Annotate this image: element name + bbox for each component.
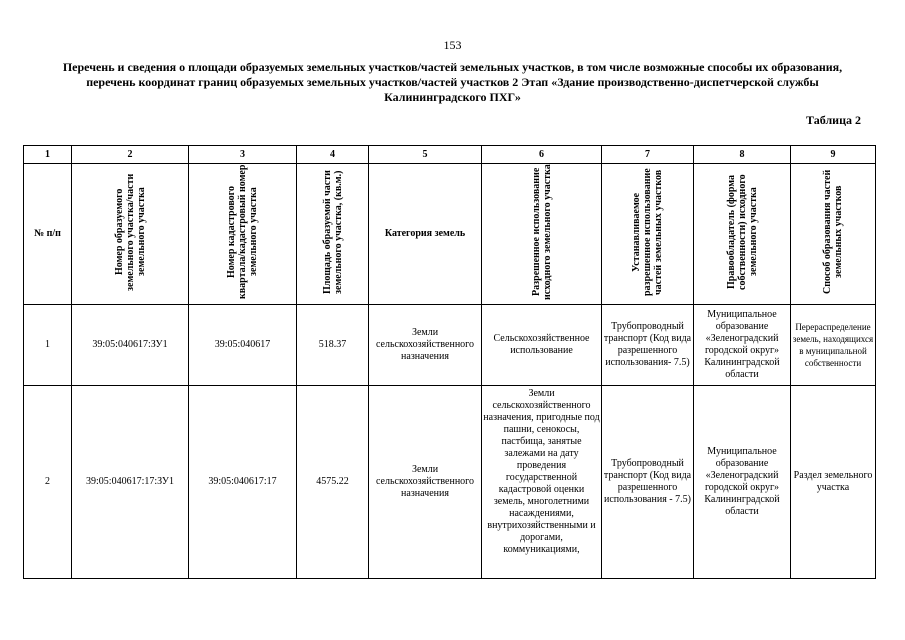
land-category: Земли сельскохозяйственного назначения bbox=[369, 305, 482, 386]
column-number: 4 bbox=[297, 146, 369, 164]
area-value: 4575.22 bbox=[297, 386, 369, 579]
parcel-number: 39:05:040617:17:ЗУ1 bbox=[72, 386, 189, 579]
column-number: 5 bbox=[369, 146, 482, 164]
header-area: Площадь образуемой части земельного участка, (кв.м.) bbox=[321, 170, 344, 294]
header-permitted-use: Разрешенное использование исходного земельного участка bbox=[530, 164, 553, 300]
header-land-category: Категория земель bbox=[369, 164, 482, 305]
land-category: Земли сельскохозяйственного назначения bbox=[369, 386, 482, 579]
parcels-table bbox=[23, 145, 876, 579]
header-cell bbox=[791, 164, 876, 305]
table-row bbox=[24, 305, 876, 386]
column-number-row bbox=[24, 146, 876, 164]
header-cell bbox=[72, 164, 189, 305]
row-number: 2 bbox=[24, 386, 72, 579]
column-number: 2 bbox=[72, 146, 189, 164]
column-number: 9 bbox=[791, 146, 876, 164]
header-formation-method: Способ образования частей земельных участков bbox=[822, 169, 844, 295]
formation-method: Раздел земельного участка bbox=[791, 386, 876, 579]
header-row bbox=[24, 164, 876, 305]
page-number: 153 bbox=[443, 38, 462, 52]
formation-method: Перераспределение земель, находящихся в муниципальной собственности bbox=[791, 305, 876, 386]
cadastral-number: 39:05:040617 bbox=[189, 305, 297, 386]
header-parcel-number: Номер образуемого земельного участка/части земельного участка bbox=[113, 173, 147, 291]
established-use: Трубопроводный транспорт (Код вида разрешенного использования- 7.5) bbox=[602, 305, 694, 386]
column-number: 1 bbox=[24, 146, 72, 164]
header-cell bbox=[189, 164, 297, 305]
permitted-use: Земли сельскохозяйственного назначения, пригодные под пашни, сенокосы, пастбища, занятые залежами на дату проведения государственной кадастровой оценки земель, многолетними насаждениями, внутрихозяйственными и дорогами, коммуникациями, bbox=[482, 386, 602, 579]
header-row-number: № п/п bbox=[24, 164, 72, 305]
column-number: 6 bbox=[482, 146, 602, 164]
document-title: Перечень и сведения о площади образуемых земельных участков/частей земельных участков, в том числе возможные способы их образования, перечень координат границ образуемых земельных участков/частей участков 2 Этап «Здание производственно-диспетчерской службы Калининградского ПХГ» bbox=[62, 60, 843, 104]
column-number: 3 bbox=[189, 146, 297, 164]
area-value: 518.37 bbox=[297, 305, 369, 386]
header-owner: Правообладатель (форма собственности) исходного земельного участка bbox=[725, 174, 759, 290]
parcel-number: 39:05:040617:ЗУ1 bbox=[72, 305, 189, 386]
row-number: 1 bbox=[24, 305, 72, 386]
table-label: Таблица 2 bbox=[806, 113, 861, 127]
owner: Муниципальное образование «Зеленоградский городской округ» Калининградской области bbox=[694, 305, 791, 386]
owner: Муниципальное образование «Зеленоградский городской округ» Калининградской области bbox=[694, 386, 791, 579]
cadastral-number: 39:05:040617:17 bbox=[189, 386, 297, 579]
header-cell bbox=[297, 164, 369, 305]
permitted-use: Сельскохозяйственное использование bbox=[482, 305, 602, 386]
header-cell bbox=[694, 164, 791, 305]
column-number: 7 bbox=[602, 146, 694, 164]
header-established-use: Устанавливаемое разрешенное использование частей земельных участков bbox=[631, 168, 664, 296]
established-use: Трубопроводный транспорт (Код вида разрешенного использования - 7.5) bbox=[602, 386, 694, 579]
table-row bbox=[24, 386, 876, 579]
header-cadastral-number: Номер кадастрового квартала/кадастровый номер земельного участка bbox=[226, 164, 259, 300]
header-cell bbox=[482, 164, 602, 305]
header-cell bbox=[602, 164, 694, 305]
column-number: 8 bbox=[694, 146, 791, 164]
